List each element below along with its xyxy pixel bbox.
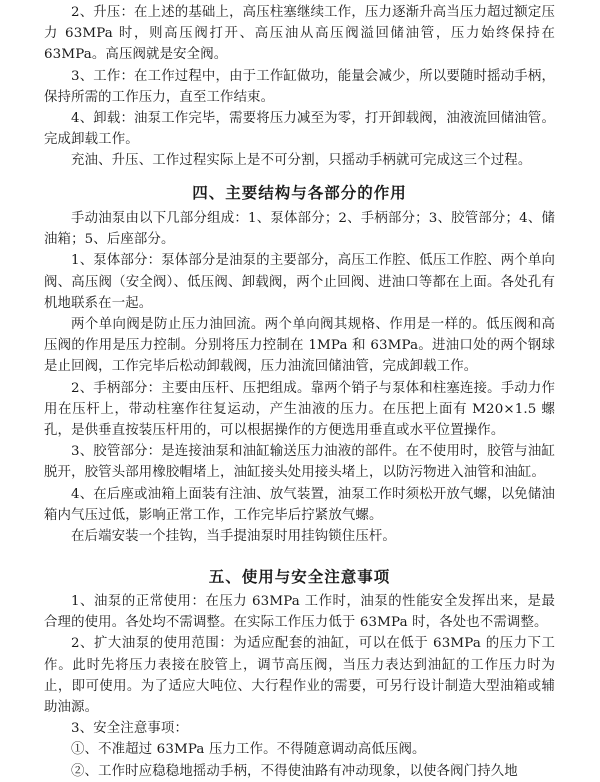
- paragraph: 1、泵体部分：泵体部分是油泵的主要部分，高压工作腔、低压工作腔、两个单向阀、高压阀（安全阀）、低压阀、卸载阀，两个止回阀、进油口等都在上面。各处孔有机地联系在一起。: [44, 253, 555, 311]
- usage-safety-section: [44, 591, 555, 782]
- paragraph: 3、安全注意事项：: [71, 721, 188, 737]
- paragraph: 4、在后座或油箱上面装有注油、放气装置，油泵工作时须松开放气螺，以免储油箱内气压过低，影响正常工作，工作完毕后拧紧放气螺。: [44, 486, 555, 523]
- section-five-heading: 五、使用与安全注意事项: [208, 568, 391, 586]
- paragraph: 4、卸载：油泵工作完毕，需要将压力减至为零，打开卸载阀，油液流回储油管。完成卸载工作。: [44, 111, 555, 148]
- paragraph: 充油、升压、工作过程实际上是不可分割，只摇动手柄就可完成这三个过程。: [71, 153, 532, 169]
- paragraph: ②、工作时应稳稳地摇动手柄，不得使油路有冲动现象，以使各阀门持久地: [71, 763, 518, 779]
- paragraph: 手动油泵由以下几部分组成：1、泵体部分；2、手柄部分；3、胶管部分；4、储油箱；5、后座部分。: [44, 211, 555, 248]
- paragraph: 在后端安装一个挂钩，当手提油泵时用挂钩锁住压杆。: [71, 529, 396, 545]
- structure-section: [44, 208, 555, 547]
- paragraph: 3、工作：在工作过程中，由于工作缸做功，能量会减少，所以要随时摇动手柄，保持所需的工作压力，直至工作结束。: [44, 68, 555, 105]
- paragraph: ①、不准超过 63MPa 压力工作。不得随意调动高低压阀。: [71, 742, 426, 758]
- paragraph: 2、扩大油泵的使用范围：为适应配套的油缸，可以在低于 63MPa 的压力下工作。此时先将压力表接在胶管上，调节高压阀，当压力表达到油缸的工作压力时为止，即可使用。为了适应大吨位、大行程作业的需要，可另行设计制造大型油箱或辅助油源。: [44, 636, 555, 716]
- paragraph: 3、胶管部分：是连接油泵和油缸输送压力油液的部件。在不使用时，胶管与油缸脱开，胶管头部用橡胶帽堵上，油缸接头处用接头堵上，以防污物进入油管和油缸。: [44, 444, 555, 481]
- paragraph: 2、升压：在上述的基础上，高压柱塞继续工作，压力逐渐升高当压力超过额定压力 63MPa 时，则高压阀打开、高压油从高压阀溢回储油管，压力始终保持在 63MPa。高压阀就是安全阀。: [44, 5, 555, 63]
- process-steps-section: [44, 2, 555, 172]
- paragraph: 两个单向阀是防止压力油回流。两个单向阀其规格、作用是一样的。低压阀和高压阀的作用是压力控制。分别将压力控制在 1MPa 和 63MPa。进油口处的两个钢球是止回阀，工作完毕后松动卸载阀，压力油流回储油管，完成卸载工作。: [44, 317, 555, 375]
- section-four-heading: 四、主要结构与各部分的作用: [192, 184, 407, 202]
- paragraph: 1、油泵的正常使用：在压力 63MPa 工作时，油泵的性能安全发挥出来，是最合理的使用。各处均不需调整。在实际工作压力低于 63MPa 时，各处也不需调整。: [44, 594, 555, 631]
- paragraph: 2、手柄部分：主要由压杆、压把组成。靠两个销子与泵体和柱塞连接。手动力作用在压杆上，带动柱塞作往复运动，产生油液的压力。在压把上面有 M20×1.5 螺孔，是供垂直按装压杆用的，可以根据操作的方便选用垂直或水平位置操作。: [44, 380, 555, 439]
